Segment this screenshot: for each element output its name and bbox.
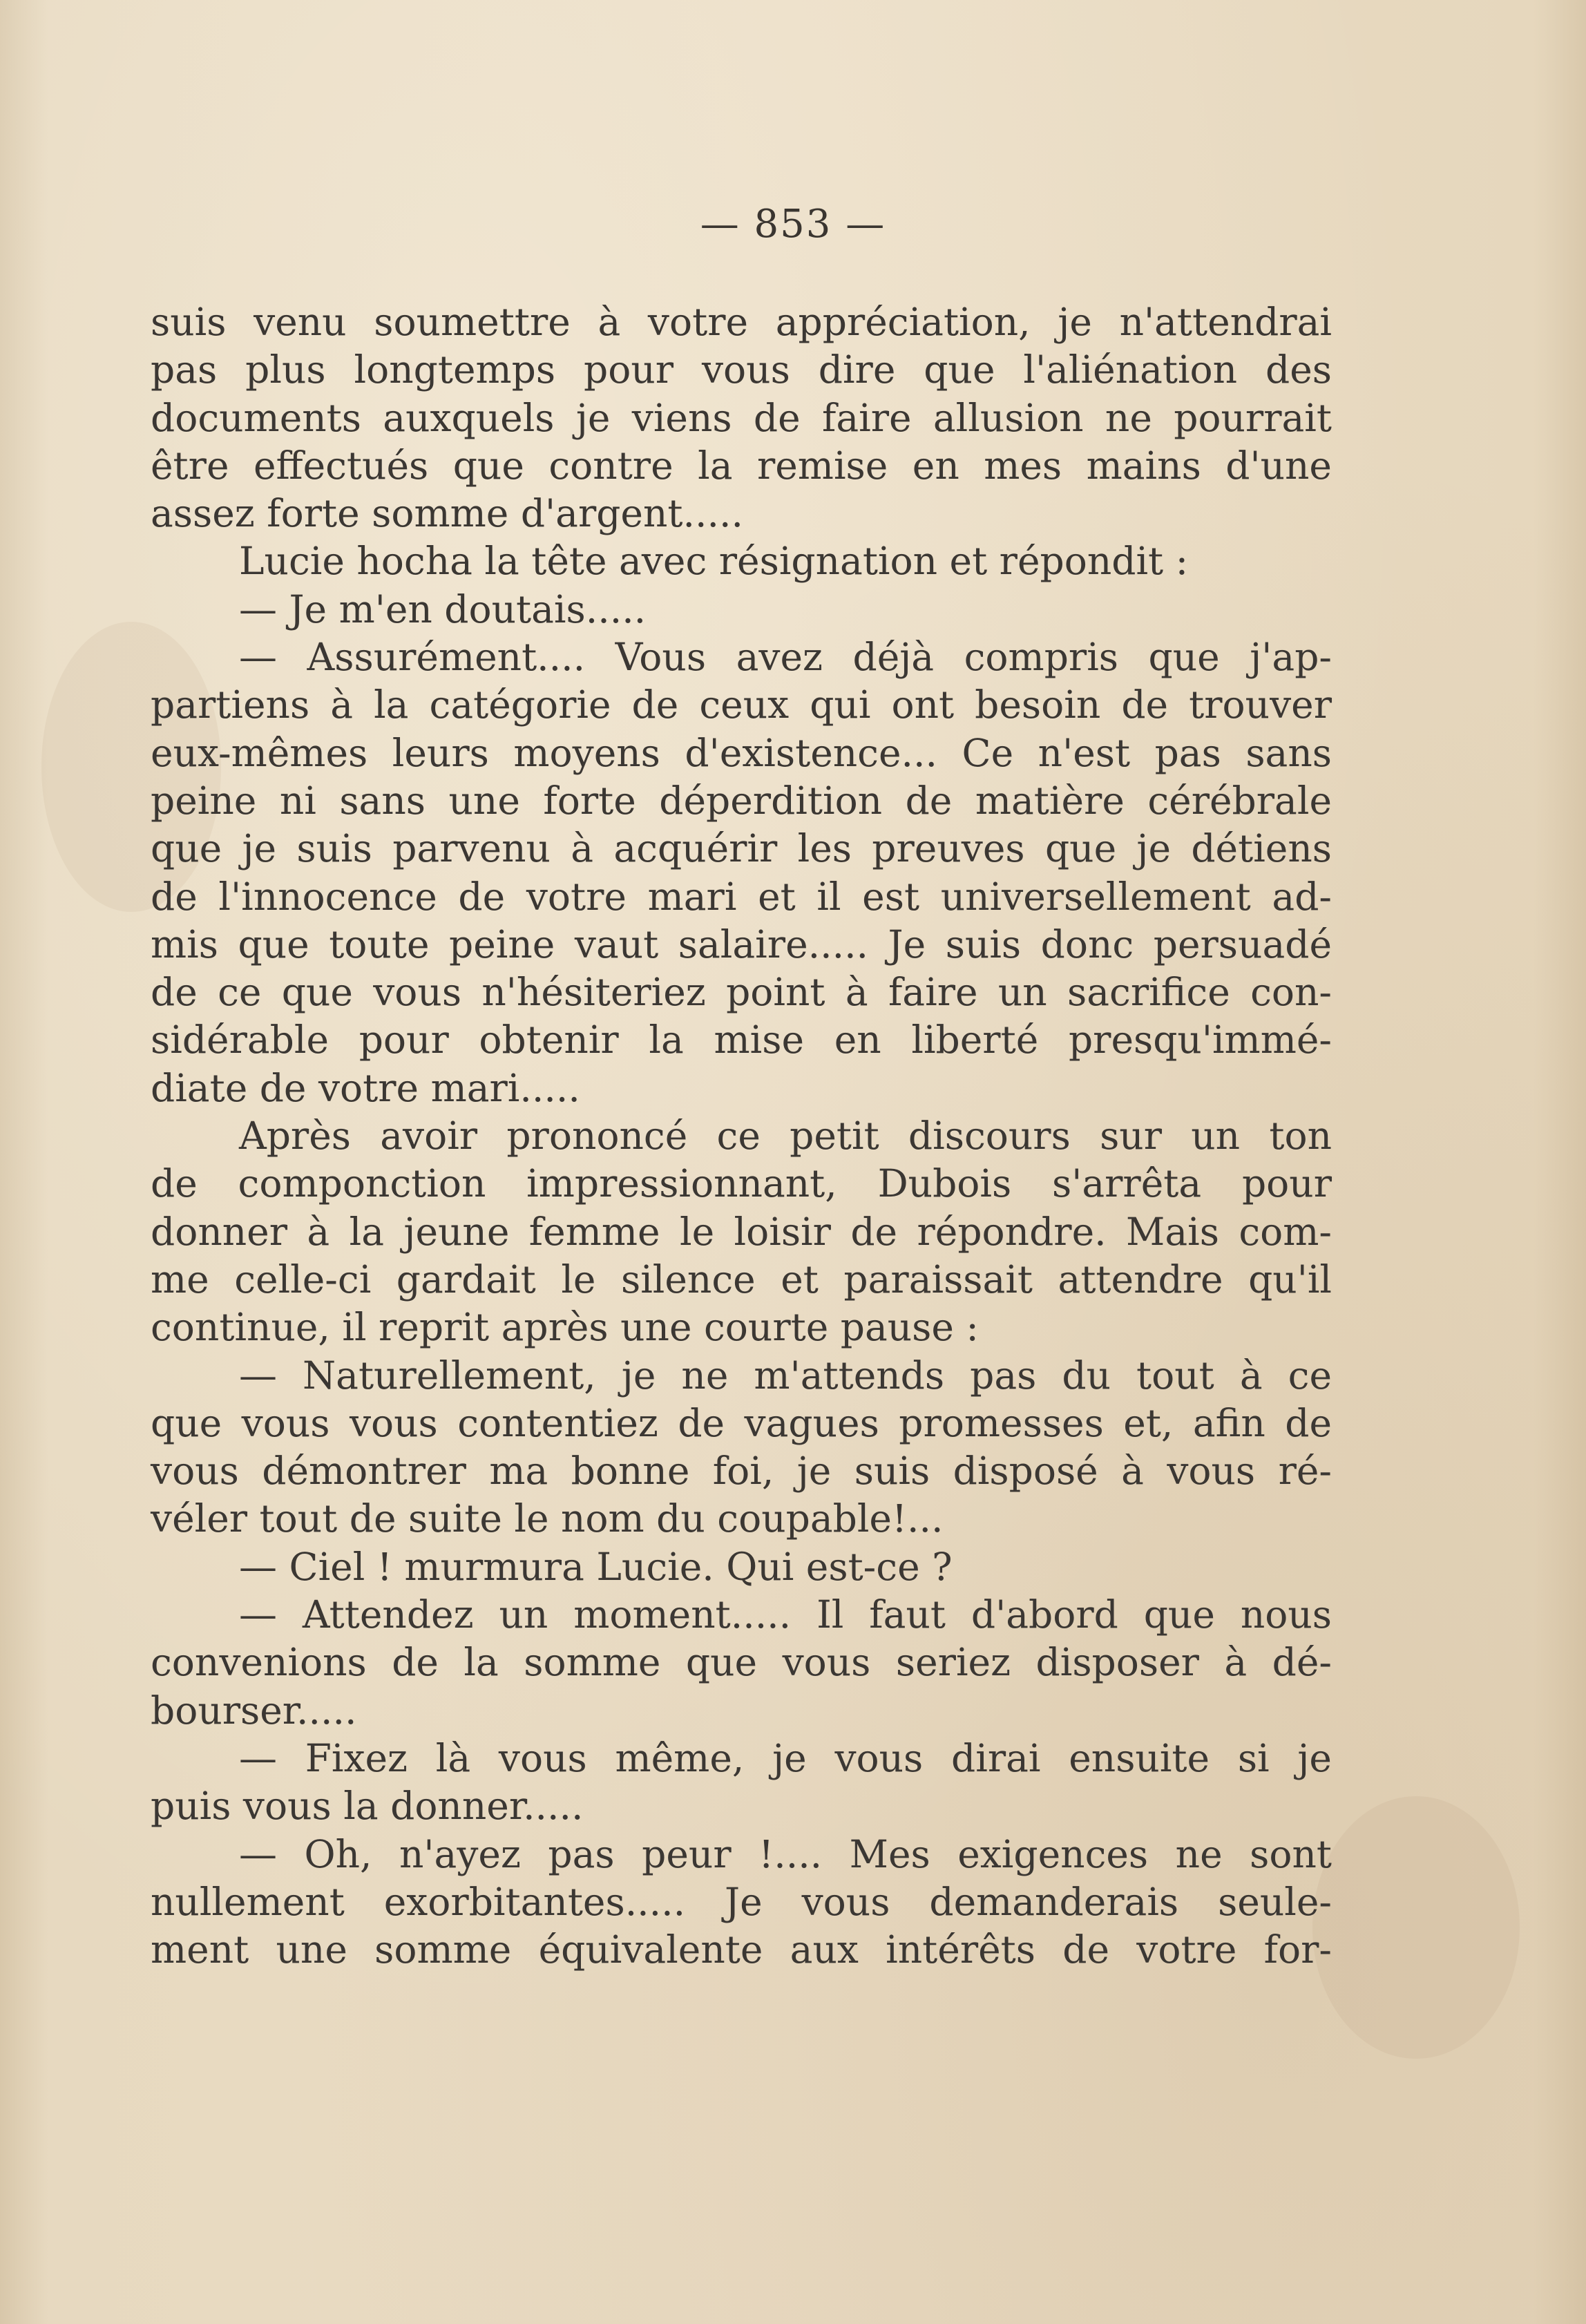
text-line: de componction impressionnant, Dubois s'arrêta pour: [151, 1161, 1332, 1206]
text-line: — Fixez là vous même, je vous dirai ensuite si je: [239, 1735, 1332, 1780]
text-line: Lucie hocha la tête avec résignation et répondit :: [239, 539, 1189, 584]
text-line: partiens à la catégorie de ceux qui ont besoin de trouver: [151, 683, 1332, 727]
text-line: documents auxquels je viens de faire allusion ne pourrait: [151, 395, 1332, 440]
text-line: nullement exorbitantes..... Je vous demanderais seule-: [151, 1879, 1332, 1924]
text-line: — Naturellement, je ne m'attends pas du tout à ce: [239, 1353, 1332, 1398]
text-line: — Oh, n'ayez pas peur !.... Mes exigences ne sont: [239, 1831, 1332, 1876]
text-line: de l'innocence de votre mari et il est universellement ad-: [151, 874, 1332, 919]
text-line: véler tout de suite le nom du coupable!...: [151, 1496, 944, 1541]
text-line: assez forte somme d'argent.....: [151, 491, 743, 536]
text-line: de ce que vous n'hésiteriez point à faire un sacrifice con-: [151, 970, 1332, 1015]
text-line: — Assurément.... Vous avez déjà compris que j'ap-: [239, 635, 1332, 680]
text-line: convenions de la somme que vous seriez disposer à dé-: [151, 1640, 1332, 1685]
text-line: ment une somme équivalente aux intérêts de votre for-: [151, 1927, 1332, 1972]
text-line: eux-mêmes leurs moyens d'existence... Ce n'est pas sans: [151, 730, 1332, 775]
body-text: [151, 298, 1332, 1974]
text-line: — Attendez un moment..... Il faut d'abord que nous: [239, 1592, 1332, 1637]
text-line: — Je m'en doutais.....: [239, 587, 647, 631]
text-line: vous démontrer ma bonne foi, je suis disposé à vous ré-: [151, 1449, 1332, 1494]
text-line: continue, il reprit après une courte pause :: [151, 1305, 979, 1350]
text-line: que je suis parvenu à acquérir les preuves que je détiens: [151, 826, 1332, 871]
text-line: puis vous la donner.....: [151, 1784, 584, 1829]
text-line: Après avoir prononcé ce petit discours sur un ton: [239, 1114, 1332, 1159]
text-line: peine ni sans une forte déperdition de matière cérébrale: [151, 778, 1332, 823]
text-line: pas plus longtemps pour vous dire que l'aliénation des: [151, 347, 1332, 392]
text-line: sidérable pour obtenir la mise en liberté presqu'immé-: [151, 1018, 1332, 1063]
text-line: que vous vous contentiez de vagues promesses et, afin de: [151, 1400, 1332, 1445]
text-line: bourser.....: [151, 1688, 357, 1733]
page-number: — 853 —: [700, 202, 886, 247]
text-line: suis venu soumettre à votre appréciation, je n'attendrai: [151, 300, 1332, 344]
text-line: — Ciel ! murmura Lucie. Qui est-ce ?: [239, 1544, 953, 1589]
paper-stain: [1312, 1796, 1520, 2059]
text-line: mis que toute peine vaut salaire..... Je suis donc persuadé: [151, 922, 1332, 966]
text-line: diate de votre mari.....: [151, 1065, 580, 1110]
text-line: être effectués que contre la remise en mes mains d'une: [151, 443, 1332, 488]
text-line: donner à la jeune femme le loisir de répondre. Mais com-: [151, 1209, 1332, 1254]
text-line: me celle-ci gardait le silence et paraissait attendre qu'il: [151, 1257, 1332, 1302]
